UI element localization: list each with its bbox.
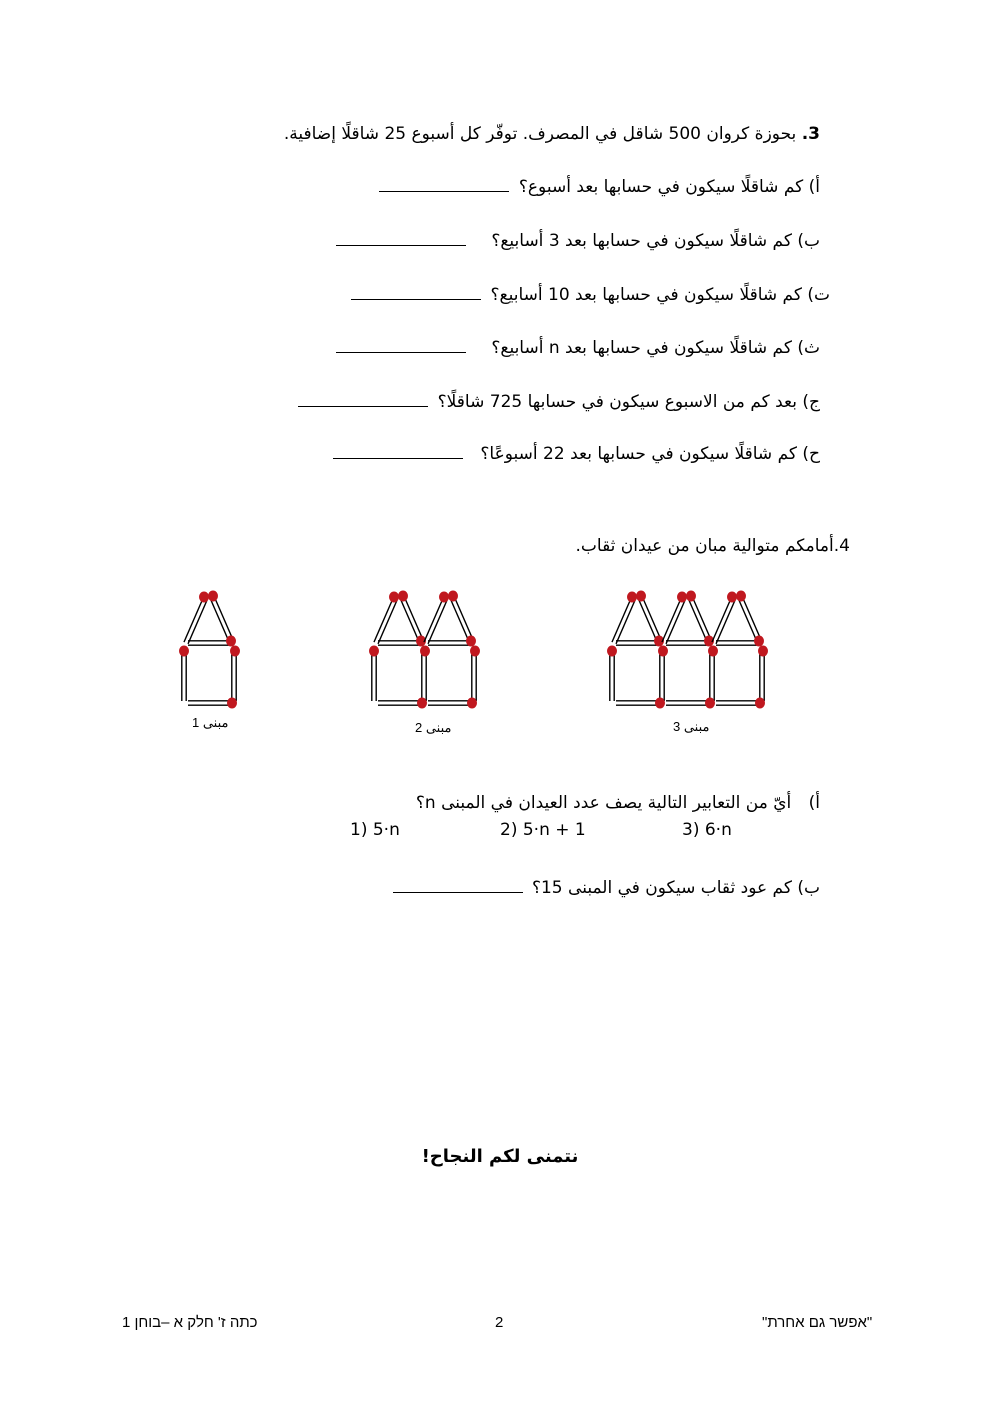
q3-item-j [298,390,820,414]
ceiling-stick [616,641,658,645]
q3-intro [284,122,820,146]
q3-item-h [333,442,820,466]
floor-stick [378,701,420,705]
q4-part-b [393,876,820,900]
match-head [420,646,430,657]
figure-label-3: مبنى 3 [673,719,710,734]
ceiling-stick [378,641,420,645]
matchstick-building-1 [170,585,250,710]
q4-part-a-question: أيّ من التعابير التالية يصف عدد العيدان في المبنى n؟ [415,793,792,813]
match-head [658,646,668,657]
answer-blank-h[interactable] [333,444,463,459]
match-head [439,592,449,603]
q3-item-th-text: ث) كم شاقلًا سيكون في حسابها بعد n أسابيع؟ [491,338,820,358]
q3-item-th [336,336,820,360]
footer-right: "אפשר גם אחרת" [762,1314,873,1331]
q3-item-a-text: أ) كم شاقلًا سيكون في حسابها بعد أسبوع؟ [518,177,820,197]
wall-stick [372,649,376,701]
match-head [226,636,236,647]
match-head [199,592,209,603]
roof-stick-left [662,596,686,644]
wall-stick [182,649,186,701]
q3-item-b [336,229,820,253]
q3-item-t [351,283,830,307]
match-head [727,592,737,603]
roof-stick-left [612,596,636,644]
floor-stick [616,701,658,705]
match-head [448,591,458,602]
match-head [417,698,427,709]
floor-stick [666,701,708,705]
footer-page-number: 2 [495,1314,504,1331]
floor-stick [188,701,230,705]
answer-blank-a[interactable] [379,177,509,192]
ceiling-stick [188,641,230,645]
q4-part-b-text: ب) كم عود ثقاب سيكون في المبنى 15؟ [531,878,820,898]
answer-blank-t[interactable] [351,285,481,300]
match-head [230,646,240,657]
roof-stick-left [424,596,448,644]
wall-stick [760,649,764,701]
ceiling-stick [666,641,708,645]
wall-stick [660,649,664,701]
answer-blank-q4b[interactable] [393,878,523,893]
matchstick-building-3 [598,585,788,710]
roof-stick-left [184,596,208,644]
ceiling-stick [428,641,470,645]
closing-message: نتمنى لكم النجاح! [421,1146,579,1167]
q3-number: 3. [801,124,820,144]
match-head [627,592,637,603]
match-head [736,591,746,602]
roof-stick-left [712,596,736,644]
q4-part-a [416,791,820,815]
footer-left: כתה ז' חלק א –בוחן 1 [122,1314,258,1331]
wall-stick [422,649,426,701]
match-head [467,698,477,709]
match-head [398,591,408,602]
roof-stick-left [374,596,398,644]
match-head [705,698,715,709]
match-head [686,591,696,602]
q3-item-b-text: ب) كم شاقلًا سيكون في حسابها بعد 3 أسابيع؟ [491,231,820,251]
match-head [470,646,480,657]
matchstick-building-2 [360,585,490,710]
wall-stick [232,649,236,701]
match-head [754,636,764,647]
answer-blank-b[interactable] [336,231,466,246]
match-head [677,592,687,603]
q4-part-a-letter: أ) [808,793,820,813]
figure-label-2: مبنى 2 [415,720,452,735]
answer-blank-j[interactable] [298,392,428,407]
q3-item-t-text: ت) كم شاقلًا سيكون في حسابها بعد 10 أسابيع؟ [490,285,830,305]
match-head [466,636,476,647]
match-head [369,646,379,657]
match-head [708,646,718,657]
floor-stick [716,701,758,705]
match-head [208,591,218,602]
floor-stick [428,701,470,705]
match-head [389,592,399,603]
wall-stick [472,649,476,701]
match-head [607,646,617,657]
option-1[interactable]: 1) 5·n [350,820,400,840]
option-2[interactable]: 2) 5·n + 1 [500,820,586,840]
match-head [636,591,646,602]
match-head [755,698,765,709]
match-head [179,646,189,657]
q3-item-j-text: ج) بعد كم من الاسبوع سيكون في حسابها 725 شاقلًا؟ [437,392,820,412]
figure-label-1: مبنى 1 [192,715,229,730]
match-head [758,646,768,657]
wall-stick [710,649,714,701]
q3-item-a [379,175,820,199]
option-3[interactable]: 3) 6·n [682,820,732,840]
ceiling-stick [716,641,758,645]
q3-intro-text: بحوزة كروان 500 شاقل في المصرف. توفّر كل أسبوع 25 شاقلًا إضافية. [283,124,797,144]
match-head [227,698,237,709]
q3-item-h-text: ح) كم شاقلًا سيكون في حسابها بعد 22 أسبوعًا؟ [480,444,820,464]
answer-blank-th[interactable] [336,338,466,353]
wall-stick [610,649,614,701]
match-head [655,698,665,709]
q4-intro: 4.أمامكم متوالية مبان من عيدان ثقاب. [575,536,850,556]
